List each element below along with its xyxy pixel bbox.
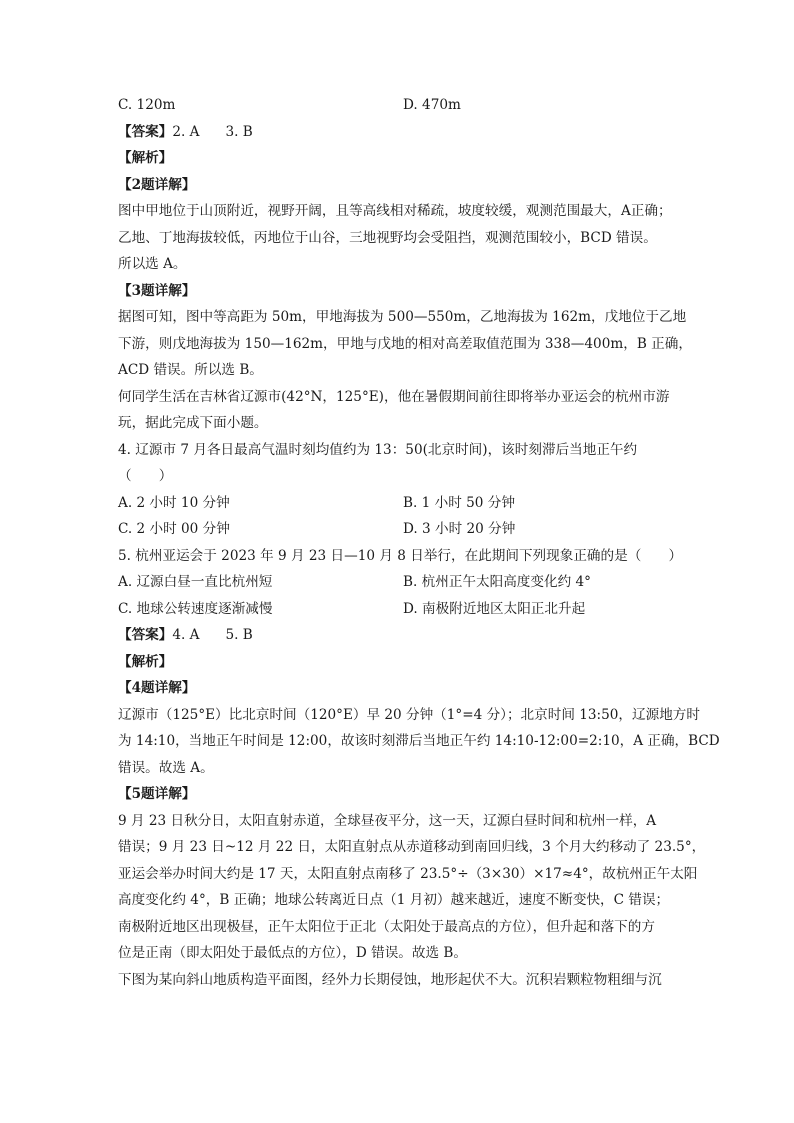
document-page xyxy=(118,92,720,993)
answer-3: 3. B xyxy=(225,123,253,140)
q4-option-b: B. 1 小时 50 分钟 xyxy=(403,494,515,511)
option-row xyxy=(118,490,678,517)
q4-detail-line: 辽源市（125°E）比北京时间（120°E）早 20 分钟（1°=4 分）；北京时间 13:50，辽源地方时 xyxy=(118,706,700,723)
q5-detail-line: 9 月 23 日秋分日，太阳直射赤道，全球昼夜平分，这一天，辽源白昼时间和杭州一样，A xyxy=(118,812,657,829)
analysis-heading: 【解析】 xyxy=(118,653,173,670)
intro-line: 何同学生活在吉林省辽源市(42°N，125°E)，他在暑假期间前往即将举办亚运会的杭州市游 xyxy=(118,388,670,405)
answer-2: 2. A xyxy=(172,123,200,140)
q5-option-d: D. 南极附近地区太阳正北升起 xyxy=(403,600,586,617)
analysis-heading: 【解析】 xyxy=(118,150,173,166)
answer-label: 【答案】 xyxy=(118,627,173,643)
q3-detail-line: ACD 错误。所以选 B。 xyxy=(118,362,263,378)
q5-detail-heading: 【5题详解】 xyxy=(118,786,196,802)
answer-4: 4. A xyxy=(172,627,200,643)
q5-detail-line: 南极附近地区出现极昼，正午太阳位于正北（太阳处于最高点的方位），但升起和落下的方 xyxy=(118,918,655,935)
q5-detail-line: 位是正南（即太阳处于最低点的方位），D 错误。故选 B。 xyxy=(118,945,467,961)
q2-detail-heading: 【2题详解】 xyxy=(118,176,196,193)
q5-detail-line: 亚运会举办时间大约是 17 天，太阳直射点南移了 23.5°÷（3×30）×17≈4°，故杭州正午太阳 xyxy=(118,865,698,882)
intro-line: 下图为某向斜山地质构造平面图，经外力长期侵蚀，地形起伏不大。沉积岩颗粒物粗细与沉 xyxy=(118,971,662,988)
q5-detail-line: 错误；9 月 23 日~12 月 22 日，太阳直射点从赤道移动到南回归线，3 个月大约移动了 23.5°， xyxy=(118,839,706,855)
q5-option-a: A. 辽源白昼一直比杭州短 xyxy=(118,574,273,590)
q3-detail-heading: 【3题详解】 xyxy=(118,282,196,299)
answer-line xyxy=(118,119,678,146)
q5-detail-line: 高度变化约 4°，B 正确；地球公转离近日点（1 月初）越来越近，速度不断变快，C 错误； xyxy=(118,892,670,908)
q4-detail-line: 为 14:10，当地正午时间是 12:00，故该时刻滞后当地正午约 14:10-12:00=2:10，A 正确，BCD xyxy=(118,733,720,749)
q5-stem: 5. 杭州亚运会于 2023 年 9 月 23 日—10 月 8 日举行，在此期间下列现象正确的是（ ） xyxy=(118,547,683,564)
q5-option-b: B. 杭州正午太阳高度变化约 4° xyxy=(403,574,591,590)
q4-stem-bracket: （ ） xyxy=(118,468,173,484)
q4-detail-heading: 【4题详解】 xyxy=(118,680,196,696)
q4-stem: 4. 辽源市 7 月各日最高气温时刻均值约为 13：50(北京时间)，该时刻滞后当地正午约 xyxy=(118,441,638,458)
q3-detail-line: 据图可知，图中等高距为 50m，甲地海拔为 500—550m，乙地海拔为 162m，戊地位于乙地 xyxy=(118,309,687,325)
q5-option-c: C. 地球公转速度逐渐减慢 xyxy=(118,600,273,617)
q4-detail-line: 错误。故选 A。 xyxy=(118,759,214,776)
answer-label: 【答案】 xyxy=(118,123,173,140)
option-d: D. 470m xyxy=(403,97,461,113)
q3-detail-line: 下游，则戊地海拔为 150—162m，甲地与戊地的相对高差取值范围为 338—400m，B 正确， xyxy=(118,335,692,352)
intro-line: 玩，据此完成下面小题。 xyxy=(118,415,268,431)
answer-5: 5. B xyxy=(225,627,253,643)
q2-detail-line: 图中甲地位于山顶附近，视野开阔，且等高线相对稀疏，坡度较缓，观测范围最大，A正确； xyxy=(118,203,672,219)
q2-detail-line: 所以选 A。 xyxy=(118,256,187,272)
q4-option-a: A. 2 小时 10 分钟 xyxy=(118,494,230,511)
q2-detail-line: 乙地、丁地海拔较低，丙地位于山谷，三地视野均会受阻挡，观测范围较小，BCD 错误。 xyxy=(118,229,657,246)
option-row xyxy=(118,92,678,119)
q4-option-c: C. 2 小时 00 分钟 xyxy=(118,521,230,537)
option-row xyxy=(118,569,678,596)
option-row xyxy=(118,596,678,623)
option-c: C. 120m xyxy=(118,97,176,113)
answer-line xyxy=(118,622,678,649)
option-row xyxy=(118,516,678,543)
q4-option-d: D. 3 小时 20 分钟 xyxy=(403,521,516,537)
